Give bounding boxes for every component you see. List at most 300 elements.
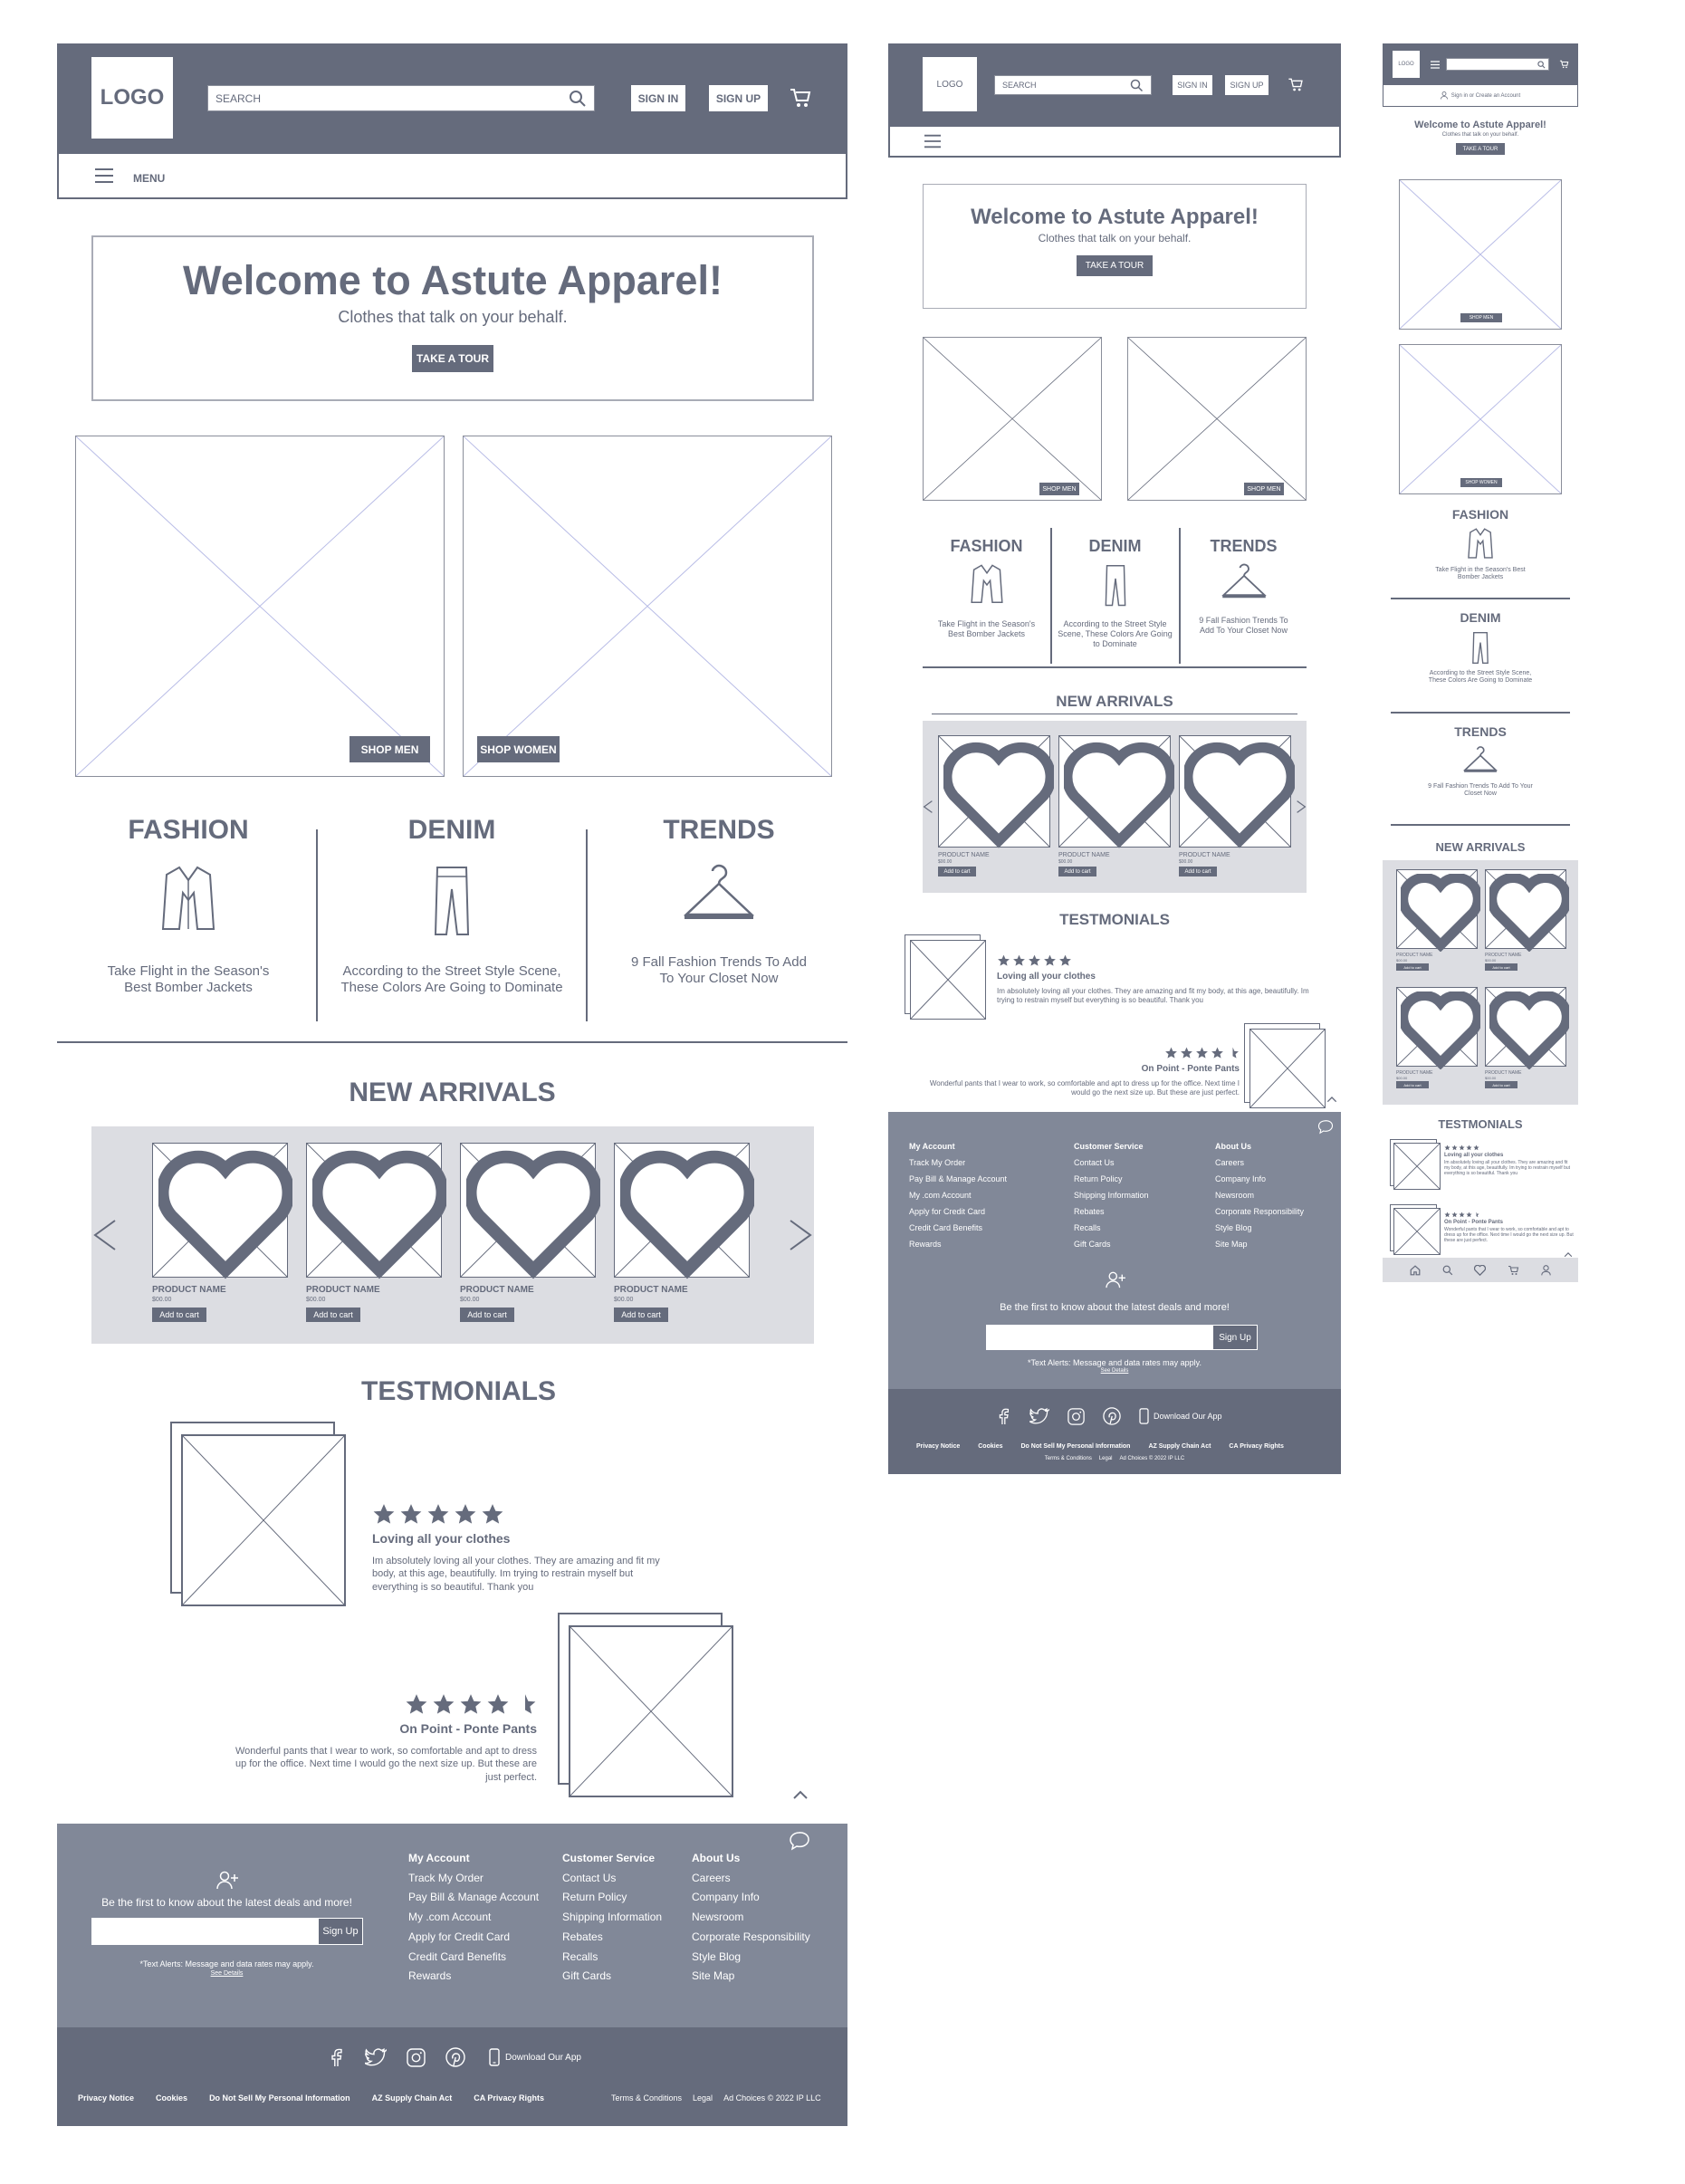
footer-link[interactable]: Newsroom	[1215, 1191, 1255, 1200]
footer-link[interactable]: Track My Order	[909, 1158, 966, 1167]
jacket-icon	[161, 864, 215, 936]
menu-label[interactable]: MENU	[133, 172, 166, 185]
jeans-icon	[1471, 630, 1489, 665]
search-icon[interactable]	[1537, 61, 1546, 69]
product-name: PRODUCT NAME	[1179, 852, 1230, 858]
hero-subtitle: Clothes that talk on your behalf.	[1038, 232, 1192, 244]
footer-link[interactable]: Shipping Information	[1074, 1191, 1149, 1200]
add-user-icon	[1105, 1271, 1126, 1289]
footer-link[interactable]: Careers	[692, 1871, 731, 1884]
half-star-icon	[1473, 1212, 1479, 1218]
star-rating	[997, 954, 1323, 967]
hanger-icon	[1221, 563, 1267, 603]
heart-icon[interactable]	[1474, 1265, 1486, 1276]
see-details-link[interactable]: See Details	[1100, 1368, 1129, 1374]
product-price: $00.00	[306, 1297, 326, 1303]
category-trends[interactable]	[588, 815, 850, 987]
star-icon	[486, 1693, 510, 1716]
add-to-cart-button[interactable]: Add to cart	[1396, 1081, 1429, 1088]
hanger-icon	[683, 864, 755, 927]
add-to-cart-button[interactable]: Add to cart	[1179, 867, 1217, 876]
new-arrivals-title: NEW ARRIVALS	[1435, 840, 1526, 854]
chevron-right-icon[interactable]	[1296, 799, 1307, 815]
product-name: PRODUCT NAME	[1396, 1070, 1433, 1076]
heart-icon[interactable]	[1064, 741, 1174, 851]
testimonial-image-stack	[558, 1613, 735, 1797]
facebook-icon[interactable]	[995, 1407, 1011, 1425]
product-card[interactable]	[614, 1143, 750, 1333]
instagram-icon[interactable]	[1067, 1408, 1085, 1425]
newsletter-text: Be the first to know about the latest deals and more!	[101, 1896, 352, 1909]
category-text: Take Flight in the Season's Best Bomber Jackets	[107, 963, 270, 995]
welcome-banner	[1383, 120, 1578, 155]
footer-link[interactable]: Track My Order	[408, 1871, 483, 1884]
footer-link[interactable]: Style Blog	[1215, 1223, 1252, 1232]
footer-link[interactable]: Return Policy	[1074, 1174, 1123, 1183]
user-icon[interactable]	[1541, 1265, 1551, 1276]
product-name: PRODUCT NAME	[938, 852, 990, 858]
testimonial-1	[997, 954, 1323, 1004]
footer-column-my-account	[408, 1849, 539, 1987]
footer-link[interactable]: Apply for Credit Card	[909, 1207, 986, 1216]
search-input[interactable]	[1446, 58, 1549, 71]
testimonial-title: On Point - Ponte Pants	[1141, 1064, 1240, 1074]
mobile-layout	[1383, 43, 1578, 1282]
cart-icon[interactable]	[789, 87, 812, 109]
shop-women-image[interactable]	[1127, 337, 1307, 501]
shop-women-button[interactable]: SHOP WOMEN	[477, 736, 560, 762]
sign-up-button[interactable]: SIGN UP	[709, 85, 768, 111]
footer-column-title: About Us	[1215, 1142, 1251, 1151]
scroll-top-icon[interactable]	[1326, 1096, 1337, 1103]
new-arrivals-carousel	[923, 721, 1307, 893]
add-to-cart-button[interactable]: Add to cart	[1485, 1081, 1517, 1088]
footer-link[interactable]: Company Info	[1215, 1174, 1267, 1183]
cart-icon[interactable]	[1508, 1265, 1519, 1276]
product-card[interactable]	[1485, 987, 1566, 1099]
shop-men-button[interactable]: SHOP MEN	[1039, 483, 1079, 495]
add-to-cart-button[interactable]: Add to cart	[460, 1308, 514, 1322]
footer-link[interactable]: Recalls	[1074, 1223, 1101, 1232]
take-tour-button[interactable]: TAKE A TOUR	[412, 345, 493, 372]
star-icon	[1028, 954, 1041, 967]
account-bar[interactable]	[1383, 85, 1578, 107]
product-price: $00.00	[152, 1297, 172, 1303]
product-card[interactable]	[1396, 987, 1478, 1099]
footer-link[interactable]: Contact Us	[1074, 1158, 1115, 1167]
text-alerts-note: *Text Alerts: Message and data rates may apply.	[139, 1959, 314, 1968]
legal-link[interactable]: Do Not Sell My Personal Information	[1020, 1443, 1131, 1450]
hero-title: Welcome to Astute Apparel!	[183, 257, 723, 303]
testimonial-image-stack	[170, 1422, 348, 1606]
product-name: PRODUCT NAME	[1058, 852, 1110, 858]
add-to-cart-button[interactable]: Add to cart	[1396, 963, 1429, 971]
testimonial-2	[229, 1693, 537, 1784]
shop-women-button[interactable]: SHOP MEN	[1244, 483, 1284, 495]
star-icon	[372, 1503, 396, 1526]
star-icon	[1451, 1212, 1458, 1218]
scroll-top-icon[interactable]	[792, 1789, 809, 1800]
section-divider	[1391, 824, 1570, 826]
heart-icon[interactable]	[466, 1149, 600, 1282]
download-app-label: Download Our App	[505, 2052, 581, 2063]
testimonial-1	[372, 1503, 680, 1594]
category-title: TRENDS	[1210, 537, 1278, 555]
testimonial-title: Loving all your clothes	[372, 1531, 511, 1546]
search-icon[interactable]	[569, 90, 587, 108]
testimonial-text: Wonderful pants that I wear to work, so comfortable and apt to dress up for the office. Next time I would go the next size up. But these are just perfect.	[1444, 1227, 1574, 1243]
search-icon[interactable]	[1130, 79, 1144, 92]
sign-in-button[interactable]: SIGN IN	[631, 85, 685, 111]
shop-men-button[interactable]: SHOP MEN	[1460, 313, 1502, 322]
desktop-layout	[57, 43, 847, 2126]
star-icon	[1164, 1047, 1178, 1059]
heart-icon[interactable]	[1184, 741, 1295, 851]
home-icon[interactable]	[1410, 1265, 1421, 1276]
facebook-icon[interactable]	[327, 2047, 345, 2067]
footer	[888, 1112, 1341, 1389]
legal-links-right	[888, 1456, 1341, 1461]
jeans-icon	[1104, 563, 1127, 607]
product-name: PRODUCT NAME	[306, 1285, 380, 1295]
legal-link[interactable]: Privacy Notice	[916, 1443, 961, 1450]
new-arrivals-carousel	[91, 1126, 814, 1344]
star-icon	[1195, 1047, 1209, 1059]
legal-link[interactable]: AZ Supply Chain Act	[371, 2093, 453, 2103]
add-to-cart-button[interactable]: Add to cart	[938, 867, 976, 876]
footer-link[interactable]: Recalls	[562, 1949, 598, 1963]
category-fashion[interactable]	[1392, 507, 1569, 582]
legal-link[interactable]: Ad Choices © 2022 IP LLC	[1119, 1456, 1185, 1461]
testimonial-title: On Point - Ponte Pants	[1444, 1220, 1504, 1225]
hero-title: Welcome to Astute Apparel!	[1414, 120, 1546, 130]
product-name: PRODUCT NAME	[460, 1285, 534, 1295]
hamburger-icon[interactable]	[1431, 61, 1440, 69]
pinterest-icon[interactable]	[445, 2047, 465, 2067]
product-name: PRODUCT NAME	[1396, 953, 1433, 958]
star-icon	[1058, 954, 1072, 967]
footer-link[interactable]: Style Blog	[692, 1949, 742, 1963]
heart-icon[interactable]	[1489, 991, 1569, 1069]
user-icon	[1441, 91, 1448, 100]
product-card[interactable]	[1179, 735, 1291, 885]
product-price: $00.00	[1058, 859, 1073, 865]
star-rating	[229, 1693, 537, 1716]
star-icon	[454, 1503, 477, 1526]
add-to-cart-button[interactable]: Add to cart	[152, 1308, 206, 1322]
category-denim[interactable]	[1392, 610, 1569, 685]
testimonials-title: TESTMONIALS	[361, 1376, 556, 1406]
section-divider	[1391, 712, 1570, 714]
testimonial-text: Im absolutely loving all your clothes. They are amazing and fit my body, at this age, beautifully. Im trying to restrain myself but everything is so beautiful. Thank you	[1444, 1160, 1571, 1176]
footer-bottom-bar	[888, 1389, 1341, 1474]
add-to-cart-button[interactable]: Add to cart	[306, 1308, 360, 1322]
footer-link[interactable]: Rewards	[408, 1969, 452, 1983]
testimonial-image-stack	[905, 934, 986, 1020]
footer-link[interactable]: Site Map	[1215, 1240, 1248, 1249]
product-card[interactable]	[460, 1143, 596, 1333]
category-divider	[316, 829, 318, 1021]
testimonials-title: TESTMONIALS	[1059, 911, 1170, 928]
take-tour-button[interactable]: TAKE A TOUR	[1077, 255, 1153, 276]
testimonial-text: Wonderful pants that I wear to work, so comfortable and apt to dress up for the office. Next time I would go the next size up. But these are just perfect.	[929, 1079, 1240, 1097]
chevron-left-icon[interactable]	[923, 799, 933, 815]
footer-link[interactable]: Contact Us	[562, 1871, 617, 1884]
category-title: TRENDS	[1454, 724, 1507, 739]
legal-link[interactable]: Terms & Conditions	[1044, 1456, 1092, 1461]
legal-link[interactable]: Ad Choices © 2022 IP LLC	[723, 2093, 821, 2103]
category-fashion[interactable]	[57, 815, 320, 996]
star-rating	[915, 1047, 1240, 1059]
twitter-icon[interactable]	[365, 2048, 387, 2066]
heart-icon[interactable]	[1489, 874, 1569, 952]
newsletter-email-input[interactable]	[91, 1918, 318, 1945]
add-user-icon	[215, 1871, 239, 1891]
chevron-right-icon[interactable]	[787, 1217, 814, 1253]
legal-link[interactable]: Do Not Sell My Personal Information	[209, 2093, 350, 2103]
new-arrivals-carousel	[1383, 860, 1578, 1105]
hamburger-icon[interactable]	[924, 134, 941, 148]
see-details-link[interactable]: See Details	[210, 1970, 244, 1977]
category-title: DENIM	[1088, 537, 1142, 555]
shop-men-image[interactable]	[923, 337, 1102, 501]
shop-men-image[interactable]	[75, 436, 445, 777]
testimonial-image-stack	[1390, 1139, 1441, 1190]
footer-link[interactable]: Corporate Responsibility	[1215, 1207, 1305, 1216]
hanger-icon	[1463, 746, 1498, 776]
add-to-cart-button[interactable]: Add to cart	[1485, 963, 1517, 971]
footer-column-title: My Account	[408, 1852, 470, 1864]
testimonial-2	[915, 1047, 1240, 1097]
shop-women-image[interactable]	[463, 436, 832, 777]
welcome-banner	[923, 184, 1307, 309]
shop-men-button[interactable]: SHOP MEN	[349, 736, 430, 762]
sign-up-button[interactable]: SIGN UP	[1225, 75, 1269, 95]
footer-bottom-bar	[57, 2027, 847, 2126]
hero-title: Welcome to Astute Apparel!	[971, 205, 1259, 229]
star-icon	[426, 1503, 450, 1526]
footer-link[interactable]: Credit Card Benefits	[909, 1223, 983, 1232]
product-name: PRODUCT NAME	[152, 1285, 226, 1295]
legal-links-right	[611, 2093, 821, 2103]
category-denim[interactable]	[1051, 537, 1179, 648]
star-icon	[1459, 1212, 1465, 1218]
search-input[interactable]	[207, 85, 595, 111]
take-tour-button[interactable]: TAKE A TOUR	[1456, 143, 1505, 155]
search-placeholder: SEARCH	[1002, 81, 1037, 90]
jeans-icon	[432, 864, 472, 936]
chevron-left-icon[interactable]	[91, 1217, 119, 1253]
category-trends[interactable]	[1392, 724, 1569, 799]
legal-link[interactable]: Privacy Notice	[78, 2093, 135, 2103]
category-denim[interactable]	[320, 815, 584, 996]
search-icon[interactable]	[1442, 1265, 1453, 1276]
cart-icon[interactable]	[1288, 77, 1304, 92]
product-card[interactable]	[306, 1143, 442, 1333]
add-to-cart-button[interactable]: Add to cart	[1058, 867, 1096, 876]
footer-link[interactable]: Gift Cards	[562, 1969, 612, 1983]
footer-link[interactable]: Apply for Credit Card	[408, 1930, 511, 1943]
star-rating	[1444, 1145, 1575, 1151]
testimonial-title: On Point - Ponte Pants	[399, 1721, 537, 1736]
sign-in-button[interactable]: SIGN IN	[1173, 75, 1212, 95]
logo[interactable]: LOGO	[1393, 51, 1420, 78]
testimonial-text: Wonderful pants that I wear to work, so comfortable and apt to dress up for the office. Next time I would go the next size up. But these are just perfect.	[235, 1746, 537, 1783]
chat-icon[interactable]	[789, 1831, 810, 1851]
legal-links	[78, 2093, 544, 2103]
star-icon	[1459, 1145, 1465, 1151]
hero-subtitle: Clothes that talk on your behalf.	[1441, 132, 1519, 138]
section-divider	[923, 666, 1307, 668]
newsletter-signup-button[interactable]: Sign Up	[1212, 1325, 1258, 1350]
footer-link[interactable]: Return Policy	[562, 1891, 627, 1904]
category-title: DENIM	[1460, 610, 1501, 625]
instagram-icon[interactable]	[407, 2048, 426, 2067]
footer-column-title: My Account	[909, 1142, 955, 1151]
footer-column-my-account	[909, 1138, 1007, 1252]
logo[interactable]: LOGO	[91, 57, 173, 139]
star-rating	[1444, 1212, 1575, 1218]
heart-icon[interactable]	[312, 1149, 446, 1282]
testimonial-text: Im absolutely loving all your clothes. They are amazing and fit my body, at this age, beautifully. Im trying to restrain myself but everything is so beautiful. Thank you	[997, 987, 1309, 1004]
download-app-link[interactable]	[489, 2048, 581, 2066]
category-title: FASHION	[1451, 507, 1509, 522]
text-alerts-note: *Text Alerts: Message and data rates may apply.	[1028, 1358, 1202, 1367]
testimonial-2	[1444, 1212, 1575, 1243]
legal-link[interactable]: CA Privacy Rights	[474, 2093, 544, 2103]
star-rating	[372, 1503, 680, 1526]
footer-link[interactable]: Company Info	[692, 1891, 760, 1904]
pinterest-icon[interactable]	[1103, 1407, 1121, 1425]
product-card[interactable]	[1058, 735, 1171, 885]
footer-link[interactable]: Site Map	[692, 1969, 735, 1983]
footer-link[interactable]: My .com Account	[909, 1191, 972, 1200]
testimonial-title: Loving all your clothes	[1444, 1153, 1504, 1158]
newsletter-email-input[interactable]	[986, 1325, 1212, 1350]
footer-link[interactable]: Gift Cards	[1074, 1240, 1111, 1249]
shop-women-button[interactable]: SHOP WOMEN	[1460, 478, 1502, 487]
cart-icon[interactable]	[1559, 60, 1569, 69]
heart-icon[interactable]	[1401, 874, 1480, 952]
new-arrivals-title: NEW ARRIVALS	[349, 1078, 556, 1107]
product-card[interactable]	[1485, 869, 1566, 982]
product-price: $00.00	[1485, 958, 1497, 963]
footer-link[interactable]: Credit Card Benefits	[408, 1949, 507, 1963]
newsletter-text: Be the first to know about the latest deals and more!	[1000, 1302, 1230, 1313]
legal-link[interactable]: AZ Supply Chain Act	[1148, 1443, 1211, 1450]
legal-link[interactable]: Legal	[1098, 1456, 1113, 1461]
product-price: $00.00	[1485, 1076, 1497, 1080]
product-price: $00.00	[1396, 958, 1408, 963]
star-icon	[1444, 1145, 1450, 1151]
footer-column-customer-service	[562, 1849, 662, 1987]
download-app-link[interactable]	[1139, 1408, 1222, 1424]
menu-bar	[888, 127, 1341, 158]
twitter-icon[interactable]	[1029, 1408, 1049, 1424]
heart-icon[interactable]	[943, 741, 1054, 851]
jacket-icon	[1468, 527, 1493, 561]
footer-link[interactable]: Careers	[1215, 1158, 1245, 1167]
new-arrivals-title: NEW ARRIVALS	[1056, 693, 1173, 710]
product-name: PRODUCT NAME	[1485, 953, 1522, 958]
heart-icon[interactable]	[620, 1149, 754, 1282]
footer-column-about-us	[1215, 1138, 1304, 1252]
social-icons	[327, 2047, 581, 2067]
testimonial-image-stack	[1390, 1204, 1441, 1255]
product-price: $00.00	[614, 1297, 634, 1303]
jacket-icon	[970, 563, 1004, 607]
search-placeholder: SEARCH	[215, 91, 262, 105]
footer-column-title: Customer Service	[1074, 1142, 1144, 1151]
legal-link[interactable]: Cookies	[978, 1443, 1003, 1450]
legal-link[interactable]: CA Privacy Rights	[1229, 1443, 1284, 1450]
category-text: According to the Street Style Scene, These Colors Are Going to Dominate	[340, 963, 563, 995]
star-icon	[1180, 1047, 1193, 1059]
footer-link[interactable]: Rebates	[1074, 1207, 1105, 1216]
footer-column-customer-service	[1074, 1138, 1149, 1252]
logo[interactable]: LOGO	[923, 57, 977, 111]
product-card[interactable]	[938, 735, 1050, 885]
footer-link[interactable]: My .com Account	[408, 1911, 492, 1924]
scroll-top-icon[interactable]	[1564, 1251, 1573, 1258]
footer-link[interactable]: Rewards	[909, 1240, 942, 1249]
add-to-cart-button[interactable]: Add to cart	[614, 1308, 668, 1322]
search-input[interactable]	[994, 75, 1152, 95]
account-link[interactable]: Sign in or Create an Account	[1450, 92, 1521, 99]
phone-icon	[489, 2048, 500, 2066]
footer-link[interactable]: Newsroom	[692, 1911, 744, 1924]
product-card[interactable]	[152, 1143, 288, 1333]
star-icon	[432, 1693, 455, 1716]
welcome-banner	[91, 235, 814, 401]
product-price: $00.00	[1179, 859, 1193, 865]
footer-link[interactable]: Pay Bill & Manage Account	[408, 1891, 540, 1904]
category-trends[interactable]	[1180, 537, 1307, 636]
heart-icon[interactable]	[1401, 991, 1480, 1069]
category-text: 9 Fall Fashion Trends To Add To Your Closet Now	[630, 954, 807, 986]
legal-link[interactable]: Cookies	[156, 2093, 188, 2103]
category-text: 9 Fall Fashion Trends To Add To Your Closet Now	[1428, 783, 1533, 798]
heart-icon[interactable]	[158, 1149, 292, 1282]
footer-column-title: Customer Service	[562, 1852, 656, 1864]
half-star-icon	[1226, 1047, 1240, 1059]
footer-link[interactable]: Shipping Information	[562, 1911, 663, 1924]
star-icon	[1444, 1212, 1450, 1218]
testimonial-image-stack	[1244, 1023, 1326, 1108]
hamburger-icon[interactable]	[95, 168, 113, 183]
star-icon	[1012, 954, 1026, 967]
shop-men-image[interactable]	[1399, 179, 1562, 330]
section-divider	[1391, 598, 1570, 599]
chat-icon[interactable]	[1317, 1119, 1334, 1135]
footer-link[interactable]: Rebates	[562, 1930, 603, 1943]
product-name: PRODUCT NAME	[614, 1285, 688, 1295]
footer-link[interactable]: Pay Bill & Manage Account	[909, 1174, 1008, 1183]
legal-link[interactable]: Terms & Conditions	[611, 2093, 683, 2103]
category-fashion[interactable]	[923, 537, 1050, 639]
shop-women-image[interactable]	[1399, 344, 1562, 494]
legal-link[interactable]: Legal	[693, 2093, 713, 2103]
legal-links	[916, 1443, 1284, 1450]
footer-link[interactable]: Corporate Responsibility	[692, 1930, 810, 1943]
category-title: DENIM	[407, 815, 496, 845]
category-text: Take Flight in the Season's Best Bomber Jackets	[937, 619, 1036, 638]
product-card[interactable]	[1396, 869, 1478, 982]
category-text: According to the Street Style Scene, These Colors Are Going to Dominate	[1428, 670, 1533, 685]
newsletter-signup-button[interactable]: Sign Up	[318, 1918, 363, 1945]
testimonial-text: Im absolutely loving all your clothes. They are amazing and fit my body, at this age, beautifully. Im trying to restrain myself but everything is so beautiful. Thank you	[372, 1556, 660, 1593]
category-title: FASHION	[950, 537, 1023, 555]
